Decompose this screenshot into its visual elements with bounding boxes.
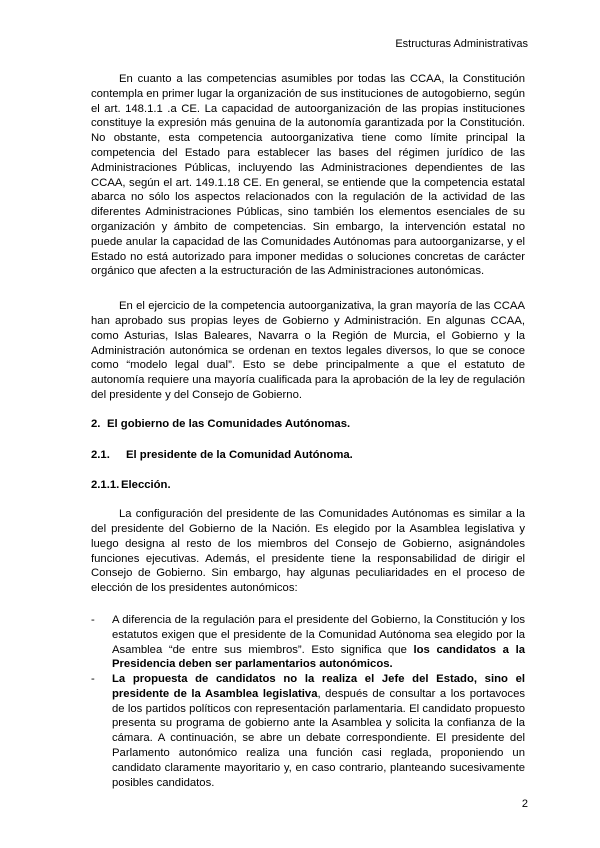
paragraph: La configuración del presidente de las Comunidades Autónomas es similar a la del presidente del Gobierno de la Nación. Es elegido por la Asamblea legislativa y luego designa al resto de los miembros del Consejo de Gobierno, asignándoles funciones ejecutivas. Además, el presidente tiene la responsabilidad de dirigir el Consejo de Gobierno. Sin embargo, hay algunas peculiaridades en el proceso de elección de los presidentes autonómicos: xyxy=(91,508,525,595)
heading-number: 2.1. xyxy=(91,448,110,461)
heading-text: Elección. xyxy=(121,479,171,492)
bullet-list xyxy=(91,613,525,791)
paragraph: En el ejercicio de la competencia autoorganizativa, la gran mayoría de las CCAA han aprobado sus propias leyes de Gobierno y Administración. En algunas CCAA, como Asturias, Islas Baleares, Navarra o la Región de Murcia, el Gobierno y la Administración autonómica se ordenan en textos legales diversos, lo que se conoce como “modelo legal dual”. Esto se debe principalmente a que el estatuto de autonomía requiere una mayoría cualificada para la aprobación de la ley de regulación del presidente y del Consejo de Gobierno. xyxy=(91,300,525,401)
list-item-bold-text: los candidatos a la Presidencia deben ser parlamentarios autonómicos. xyxy=(112,643,525,671)
list-item-bold-text: La propuesta de candidatos no la realiza el Jefe del Estado, sino el presidente de la Asamblea legislativa xyxy=(112,673,525,700)
heading-text: El presidente de la Comunidad Autónoma. xyxy=(126,448,353,461)
list-item-text: , después de consultar a los portavoces de los partidos políticos con representación parlamentaria. El candidato propuesto presenta su programa de gobierno ante la Asamblea y solicita la confianza de la cámara. A continuación, se abre un debate correspondiente. El presidente del Parlamento autonómico realiza una función casi reglada, proponiendo un candidato claramente mayoritario y, en caso contrario, planteando sucesivamente posibles candidatos. xyxy=(112,687,525,789)
bullet-dash: - xyxy=(91,613,95,626)
subsection-heading xyxy=(91,448,525,463)
section-heading xyxy=(91,417,525,432)
heading-number: 2. xyxy=(91,417,101,430)
bullet-dash: - xyxy=(91,673,95,686)
list-item xyxy=(91,672,525,790)
page-number: 2 xyxy=(521,798,528,810)
heading-text: El gobierno de las Comunidades Autónomas. xyxy=(107,417,351,430)
paragraph: En cuanto a las competencias asumibles por todas las CCAA, la Constitución contempla en primer lugar la organización de sus instituciones de autogobierno, según el art. 148.1.1 .a CE. La capacidad de autoorganización de las propias instituciones constituye la expresión más genuina de la autonomía garantizada por la Constitución. No obstante, esta competencia autoorganizativa tiene como límite principal la competencia del Estado para establecer las bases del régimen jurídico de las Administraciones Públicas, incluyendo las Administraciones dependientes de las CCAA, según el art. 149.1.18 CE. En general, se entiende que la competencia estatal abarca no sólo los aspectos relacionados con la regulación de la actividad de las diferentes Administraciones Públicas, sino también los elementos esenciales de su organización y ámbito de competencias. Sin embargo, la intervención estatal no puede anular la capacidad de las Comunidades Autónomas para autoorganizarse, y el Estado no está autorizado para imponer medidas o soluciones concretas de carácter orgánico que afecten a la estructuración de las Administraciones autonómicas. xyxy=(91,73,525,278)
running-header: Estructuras Administrativas xyxy=(395,38,528,50)
list-item xyxy=(91,613,525,672)
subsubsection-heading xyxy=(91,478,525,493)
list-item-text: A diferencia de la regulación para el presidente del Gobierno, la Constitución y los estatutos exigen que el presidente de la Comunidad Autónoma sea elegido por la Asamblea “de entre sus miembros”. Esto significa que xyxy=(112,613,525,656)
heading-number: 2.1.1. xyxy=(91,479,120,492)
document-body xyxy=(91,72,525,790)
